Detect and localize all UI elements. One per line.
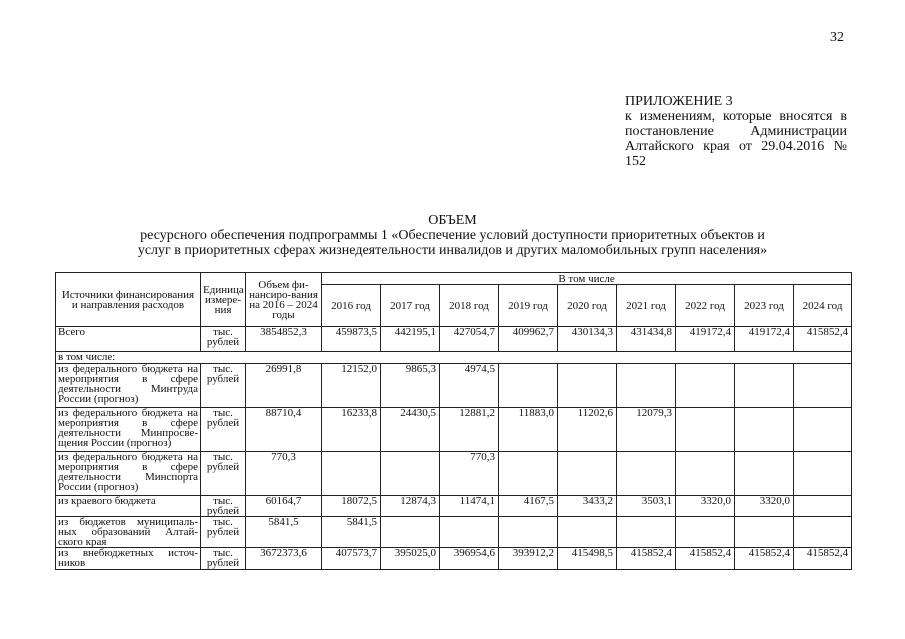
header-unit: Единица измере-ния (201, 273, 246, 327)
appendix-text: к изменениям, которые вносятся в постановление Администрации Алтайского края от 29.04.2016 № 152 (625, 109, 847, 169)
row-value: 4167,5 (499, 496, 558, 517)
row-total: 5841,5 (246, 517, 322, 548)
document-heading (80, 213, 825, 258)
page-number: 32 (830, 30, 844, 45)
header-year: 2020 год (558, 285, 617, 327)
row-value: 12079,3 (617, 408, 676, 452)
row-value: 9865,3 (381, 364, 440, 408)
row-value: 427054,7 (440, 327, 499, 352)
row-value (499, 452, 558, 496)
row-source: из бюджетов муниципаль-ных образований Алтай-ского края (56, 517, 201, 548)
row-value: 12152,0 (322, 364, 381, 408)
row-value (322, 452, 381, 496)
row-value (381, 517, 440, 548)
row-value (558, 517, 617, 548)
table-row (56, 327, 852, 352)
header-total: Объем фи-нансиро-вания на 2016 – 2024 годы (246, 273, 322, 327)
row-value (676, 408, 735, 452)
row-value (794, 364, 852, 408)
table-row (56, 517, 852, 548)
row-value: 3320,0 (735, 496, 794, 517)
row-value (794, 496, 852, 517)
row-value: 18072,5 (322, 496, 381, 517)
row-value (499, 364, 558, 408)
row-value (440, 517, 499, 548)
header-year: 2024 год (794, 285, 852, 327)
row-source: из внебюджетных источ-ников (56, 548, 201, 570)
row-total: 3672373,6 (246, 548, 322, 570)
row-source: из федерального бюджета на мероприятия в сфере деятельности Минтруда России (прогноз) (56, 364, 201, 408)
row-value: 770,3 (440, 452, 499, 496)
appendix-block (625, 94, 847, 169)
row-value: 430134,3 (558, 327, 617, 352)
row-value: 431434,8 (617, 327, 676, 352)
row-value (558, 452, 617, 496)
row-value: 415852,4 (794, 548, 852, 570)
table-row-subheading (56, 352, 852, 364)
row-value: 415852,4 (735, 548, 794, 570)
row-value: 409962,7 (499, 327, 558, 352)
row-source: из федерального бюджета на мероприятия в сфере деятельности Минспорта России (прогноз) (56, 452, 201, 496)
row-value (499, 517, 558, 548)
row-unit: тыс. рублей (201, 452, 246, 496)
row-value (794, 452, 852, 496)
funding-table (55, 272, 852, 570)
row-value: 11474,1 (440, 496, 499, 517)
row-value: 4974,5 (440, 364, 499, 408)
row-value (676, 452, 735, 496)
row-source: Всего (56, 327, 201, 352)
heading-line-1: ресурсного обеспечения подпрограммы 1 «Обеспечение условий доступности приоритетных объектов и (140, 228, 765, 243)
header-year: 2022 год (676, 285, 735, 327)
row-value (617, 452, 676, 496)
row-value: 393912,2 (499, 548, 558, 570)
row-unit: тыс. рублей (201, 496, 246, 517)
heading-title: ОБЪЕМ (428, 213, 477, 228)
header-year: 2018 год (440, 285, 499, 327)
row-total: 60164,7 (246, 496, 322, 517)
row-value: 5841,5 (322, 517, 381, 548)
table-row (56, 408, 852, 452)
row-unit: тыс. рублей (201, 408, 246, 452)
row-value (381, 452, 440, 496)
table-row (56, 548, 852, 570)
header-year: 2016 год (322, 285, 381, 327)
row-value: 24430,5 (381, 408, 440, 452)
header-year: 2017 год (381, 285, 440, 327)
header-year: 2023 год (735, 285, 794, 327)
row-value: 11883,0 (499, 408, 558, 452)
row-unit: тыс. рублей (201, 327, 246, 352)
header-source: Источники финансирования и направления расходов (56, 273, 201, 327)
row-value: 415498,5 (558, 548, 617, 570)
row-value: 396954,6 (440, 548, 499, 570)
row-unit: тыс. рублей (201, 548, 246, 570)
row-value: 395025,0 (381, 548, 440, 570)
row-source: в том числе: (56, 352, 852, 364)
row-value (676, 517, 735, 548)
table-header-row (56, 273, 852, 285)
row-value (735, 364, 794, 408)
row-value: 459873,5 (322, 327, 381, 352)
row-value: 12881,2 (440, 408, 499, 452)
row-value: 442195,1 (381, 327, 440, 352)
row-value (617, 517, 676, 548)
row-value: 415852,4 (794, 327, 852, 352)
row-source: из федерального бюджета на мероприятия в сфере деятельности Минпросве-щения России (прогноз) (56, 408, 201, 452)
row-value (794, 517, 852, 548)
row-value: 11202,6 (558, 408, 617, 452)
row-value: 419172,4 (735, 327, 794, 352)
row-value (735, 408, 794, 452)
row-value (617, 364, 676, 408)
table-row (56, 364, 852, 408)
row-unit: тыс. рублей (201, 364, 246, 408)
row-total: 770,3 (246, 452, 322, 496)
table-row (56, 452, 852, 496)
header-year: 2019 год (499, 285, 558, 327)
row-value (676, 364, 735, 408)
row-value: 415852,4 (617, 548, 676, 570)
row-value: 3320,0 (676, 496, 735, 517)
row-value: 419172,4 (676, 327, 735, 352)
row-value (794, 408, 852, 452)
row-value: 407573,7 (322, 548, 381, 570)
row-value (558, 364, 617, 408)
row-value (735, 517, 794, 548)
row-unit: тыс. рублей (201, 517, 246, 548)
row-value: 3433,2 (558, 496, 617, 517)
row-value: 415852,4 (676, 548, 735, 570)
row-source: из краевого бюджета (56, 496, 201, 517)
heading-line-2: услуг в приоритетных сферах жизнедеятельности инвалидов и других маломобильных групп населения» (137, 243, 768, 258)
table-row (56, 496, 852, 517)
row-value: 16233,8 (322, 408, 381, 452)
header-year: 2021 год (617, 285, 676, 327)
row-value (735, 452, 794, 496)
row-total: 3854852,3 (246, 327, 322, 352)
row-total: 26991,8 (246, 364, 322, 408)
appendix-title: ПРИЛОЖЕНИЕ 3 (625, 94, 733, 109)
row-total: 88710,4 (246, 408, 322, 452)
header-including: В том числе (322, 273, 852, 285)
row-value: 12874,3 (381, 496, 440, 517)
row-value: 3503,1 (617, 496, 676, 517)
